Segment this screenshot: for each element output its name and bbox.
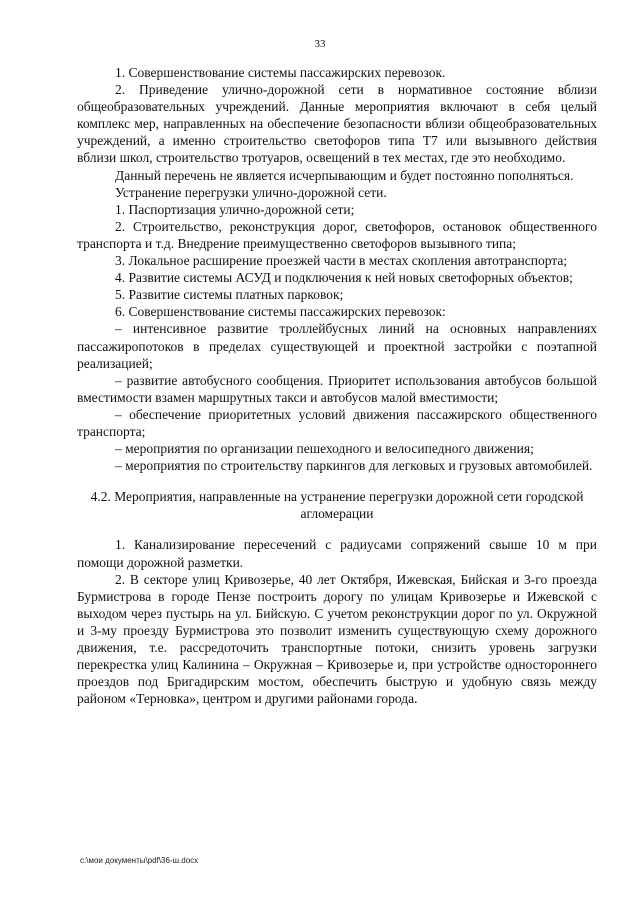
paragraph-1: 1. Совершенствование системы пассажирских перевозок. bbox=[115, 65, 446, 80]
paragraph-2: 2. Приведение улично-дорожной сети в нормативное состояние вблизи общеобразовательных учреждений. Данные мероприятия включают в себя целый комплекс мер, направленных на обеспечение безопасности вблизи общеобразовательных учреждений, а именно строительство светофоров типа Т7 или вызывного действия вблизи школ, строительство тротуаров, освещений в тех местах, где это необходимо. bbox=[77, 82, 597, 166]
list-item-5: 5. Развитие системы платных парковок; bbox=[115, 287, 344, 303]
list-item-2: 2. Строительство, реконструкция дорог, светофоров, остановок общественного транспорта и т.д. Внедрение преимущественно светофоров вызывного типа; bbox=[77, 218, 597, 251]
list-item-4: 4. Развитие системы АСУД и подключения к ней новых светофорных объектов; bbox=[115, 270, 573, 286]
dash-item-3: – обеспечение приоритетных условий движения пассажирского общественного транспорта; bbox=[77, 406, 597, 439]
document-body bbox=[77, 64, 597, 707]
section-heading: 4.2. Мероприятия, направленные на устранение перегрузки дорожной сети городской агломерации bbox=[90, 489, 584, 522]
section-paragraph-1: 1. Канализирование пересечений с радиусами сопряжений свыше 10 м при помощи дорожной разметки. bbox=[77, 537, 597, 570]
file-path-footer: c:\мои документы\pdf\36-ш.docx bbox=[80, 856, 199, 865]
paragraph-3: Данный перечень не является исчерпывающим и будет постоянно пополняться. bbox=[115, 167, 574, 183]
dash-item-5: – мероприятия по строительству паркингов для легковых и грузовых автомобилей. bbox=[115, 458, 593, 474]
dash-item-4: – мероприятия по организации пешеходного и велосипедного движения; bbox=[115, 441, 534, 457]
dash-item-2: – развитие автобусного сообщения. Приоритет использования автобусов большой вместимости взамен маршрутных такси и автобусов малой вместимости; bbox=[77, 372, 597, 405]
list-item-3: 3. Локальное расширение проезжей части в местах скопления автотранспорта; bbox=[115, 253, 568, 269]
paragraph-4: Устранение перегрузки улично-дорожной сети. bbox=[115, 184, 387, 200]
list-item-6: 6. Совершенствование системы пассажирских перевозок: bbox=[115, 304, 446, 320]
page-number: 33 bbox=[314, 38, 326, 50]
dash-item-1: – интенсивное развитие троллейбусных линий на основных направлениях пассажиропотоков в пределах существующей и проектной застройки с поэтапной реализацией; bbox=[77, 321, 597, 371]
list-item-1: 1. Паспортизация улично-дорожной сети; bbox=[115, 201, 355, 217]
section-paragraph-2: 2. В секторе улиц Кривозерье, 40 лет Октября, Ижевская, Бийская и 3-го проезда Бурмистрова в городе Пензе построить дорогу по улицам Кривозерье и Ижевской с выходом через пустырь на ул. Бийскую. С учетом реконструкции дорог по ул. Окружной и 3-му проезду Бурмистрова это позволит изменить существующую схему дорожного движения, т.е. рассредоточить транспортные потоки, снизить уровень загрузки перекрестка улиц Калинина – Окружная – Кривозерье и, при устройстве одностороннего проездов под Бригадирским мостом, обеспечить быструю и удобную связь между районом «Терновка», центром и другими районами города. bbox=[77, 571, 597, 707]
